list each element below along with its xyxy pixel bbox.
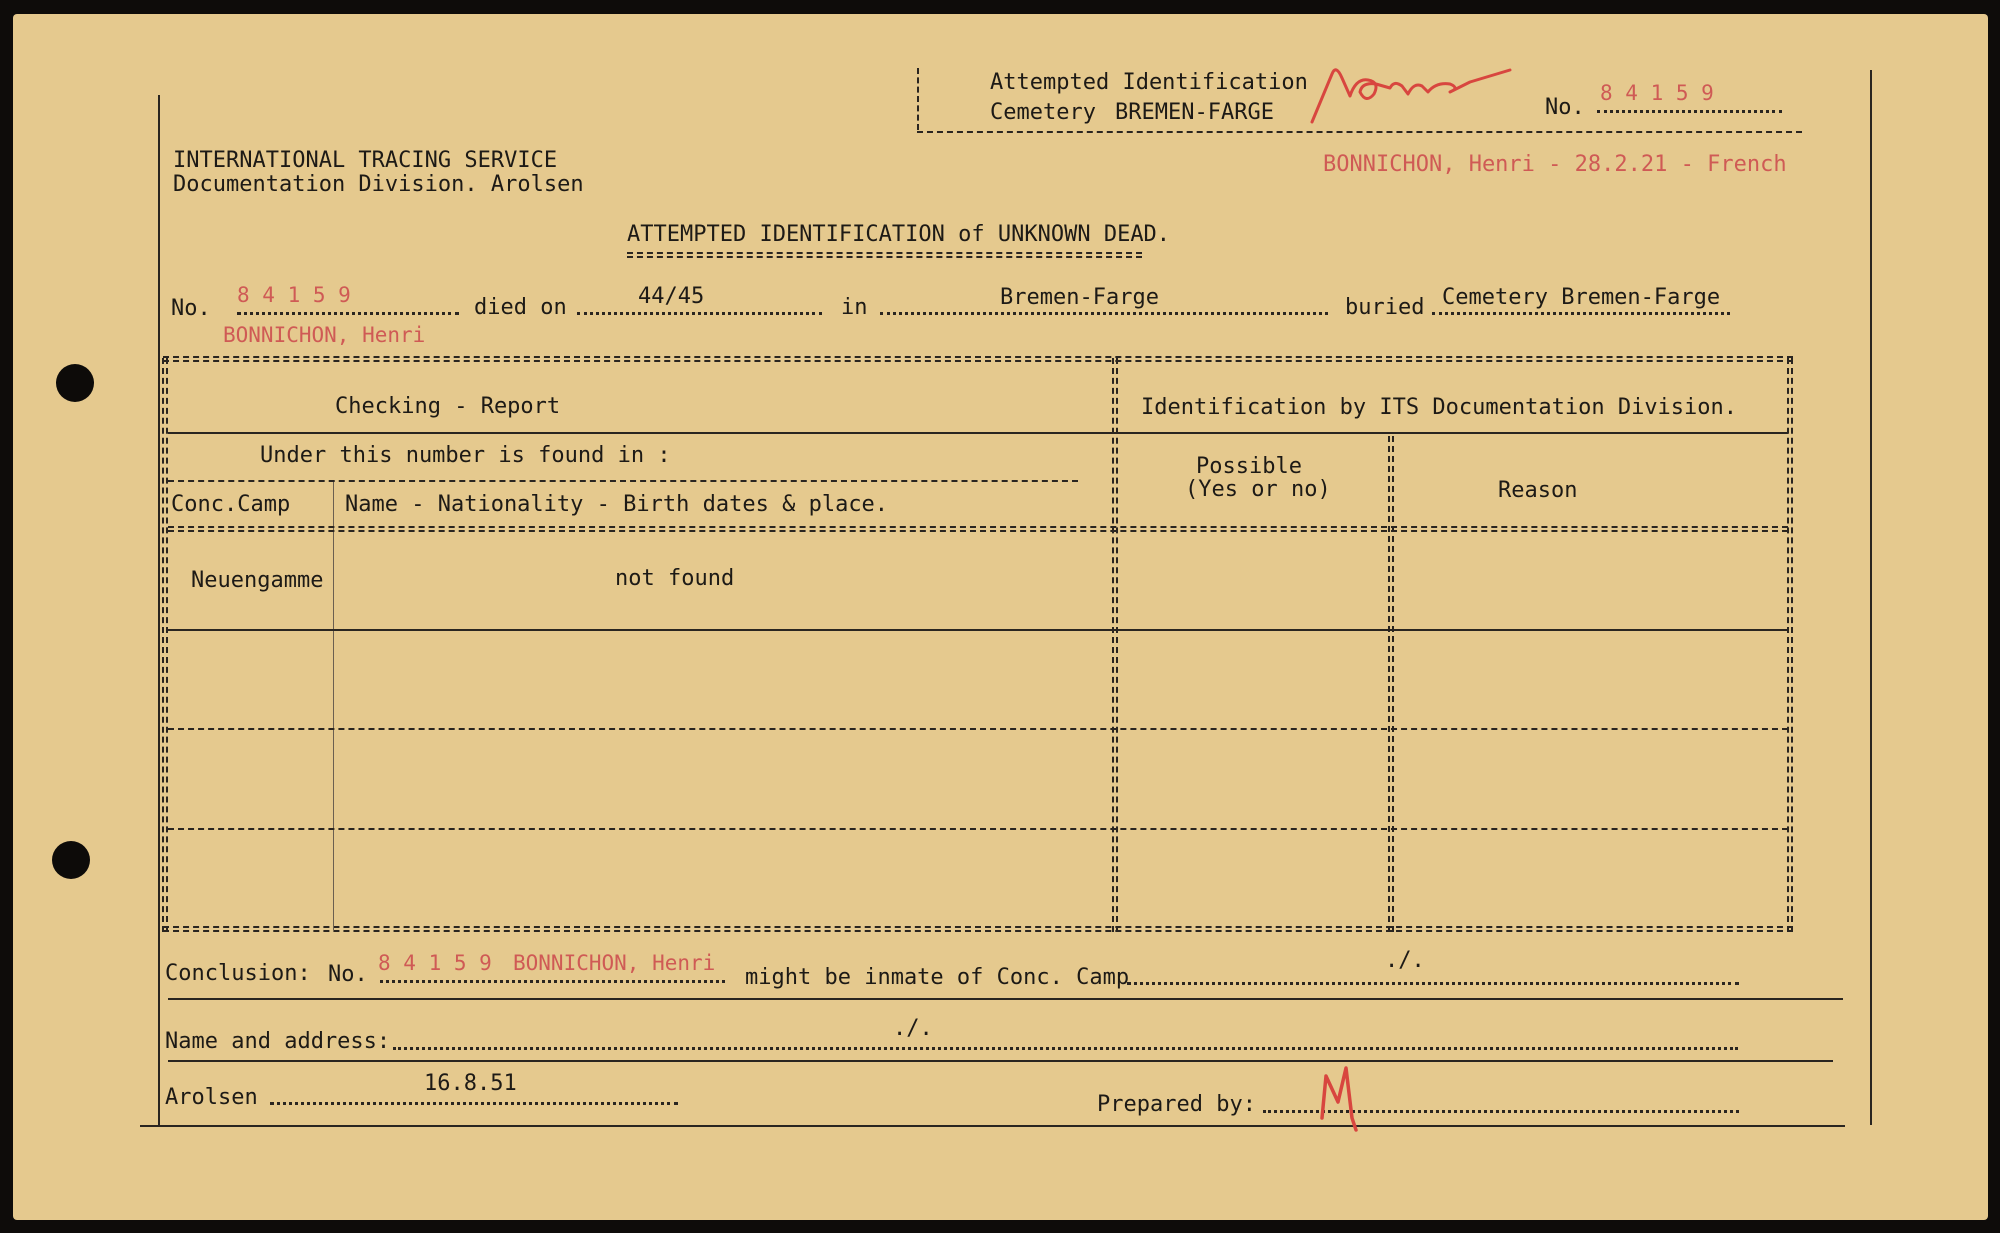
might-be-inmate-label: might be inmate of Conc. Camp <box>745 965 1130 990</box>
left-frame-line <box>158 95 160 1125</box>
header-no-label: No. <box>1545 95 1585 120</box>
col-name-nationality: Name - Nationality - Birth dates & place. <box>345 492 889 517</box>
place-label: Arolsen <box>165 1085 258 1110</box>
conclusion-no-value: 8 4 1 5 9 <box>378 951 492 975</box>
died-label: died on <box>474 295 567 320</box>
row-1-camp: Neuengamme <box>191 568 324 593</box>
col-conc-camp: Conc.Camp <box>171 492 291 517</box>
cemetery-name: BREMEN-FARGE <box>1115 100 1274 125</box>
punch-hole-bottom <box>52 841 90 879</box>
attempted-identification-label: Attempted Identification <box>990 70 1308 95</box>
name-address-underline <box>168 1060 1833 1062</box>
identification-heading: Identification by ITS Documentation Division. <box>1141 395 1738 420</box>
prepared-by-label: Prepared by: <box>1097 1092 1256 1117</box>
conclusion-no-label: No. <box>328 962 368 987</box>
col-possible: Possible <box>1196 454 1302 479</box>
possible-reason-divider <box>1388 436 1394 932</box>
column-header-underline <box>168 526 1788 532</box>
conclusion-camp-dots <box>1127 982 1739 985</box>
header-no-dotted-line <box>1597 110 1782 113</box>
buried-label: buried <box>1345 295 1425 320</box>
found-in-separator <box>168 480 1078 482</box>
name-address-value: ./. <box>893 1016 933 1041</box>
col-reason: Reason <box>1498 478 1578 503</box>
in-value: Bremen-Farge <box>1000 285 1159 310</box>
header-person-line: BONNICHON, Henri - 28.2.21 - French <box>1323 152 1787 177</box>
row-2-separator <box>168 728 1788 730</box>
conclusion-underline <box>168 998 1843 1000</box>
bottom-frame-line <box>140 1125 1845 1127</box>
in-label: in <box>841 295 868 320</box>
header-box-bottom-edge <box>917 131 1802 133</box>
handwritten-initial-signature <box>1316 1058 1366 1133</box>
record-no-dots <box>237 312 459 315</box>
buried-value: Cemetery Bremen-Farge <box>1442 285 1721 310</box>
name-address-label: Name and address: <box>165 1029 391 1054</box>
title-underline <box>627 252 1142 258</box>
in-dots <box>880 312 1328 315</box>
died-value: 44/45 <box>638 284 705 309</box>
row-3-separator <box>168 828 1788 830</box>
table-left-border <box>162 358 168 932</box>
conclusion-no-dots <box>380 980 725 983</box>
header-no-value: 8 4 1 5 9 <box>1600 81 1714 105</box>
org-division: Documentation Division. Arolsen <box>173 172 584 197</box>
conclusion-name: BONNICHON, Henri <box>513 951 716 975</box>
camp-name-divider <box>333 482 334 930</box>
date-value: 16.8.51 <box>424 1071 517 1096</box>
handwritten-none-scribble <box>1310 56 1520 126</box>
found-in-label: Under this number is found in : <box>260 443 671 468</box>
table-middle-divider <box>1112 358 1118 932</box>
page-title: ATTEMPTED IDENTIFICATION of UNKNOWN DEAD. <box>627 222 1171 247</box>
right-frame-line <box>1870 70 1872 1125</box>
col-possible-hint: (Yes or no) <box>1185 477 1331 502</box>
row-1-separator <box>168 629 1788 631</box>
table-top-border <box>163 356 1793 362</box>
table-bottom-border <box>163 926 1793 932</box>
table-right-border <box>1787 358 1793 932</box>
conclusion-camp-value: ./. <box>1385 948 1425 973</box>
buried-dots <box>1432 312 1730 315</box>
died-dots <box>577 312 822 315</box>
row-1-detail: not found <box>615 566 735 591</box>
conclusion-label: Conclusion: <box>165 961 311 986</box>
header-separator <box>168 432 1788 434</box>
record-name: BONNICHON, Henri <box>223 323 426 347</box>
checking-report-heading: Checking - Report <box>335 394 561 419</box>
header-box-left-edge <box>917 68 919 130</box>
place-date-dots <box>270 1102 678 1105</box>
record-no-value: 8 4 1 5 9 <box>237 283 351 307</box>
punch-hole-top <box>56 364 94 402</box>
record-no-label: No. <box>171 296 211 321</box>
name-address-dots <box>393 1047 1738 1050</box>
org-name: INTERNATIONAL TRACING SERVICE <box>173 148 558 173</box>
cemetery-label: Cemetery <box>990 100 1096 125</box>
